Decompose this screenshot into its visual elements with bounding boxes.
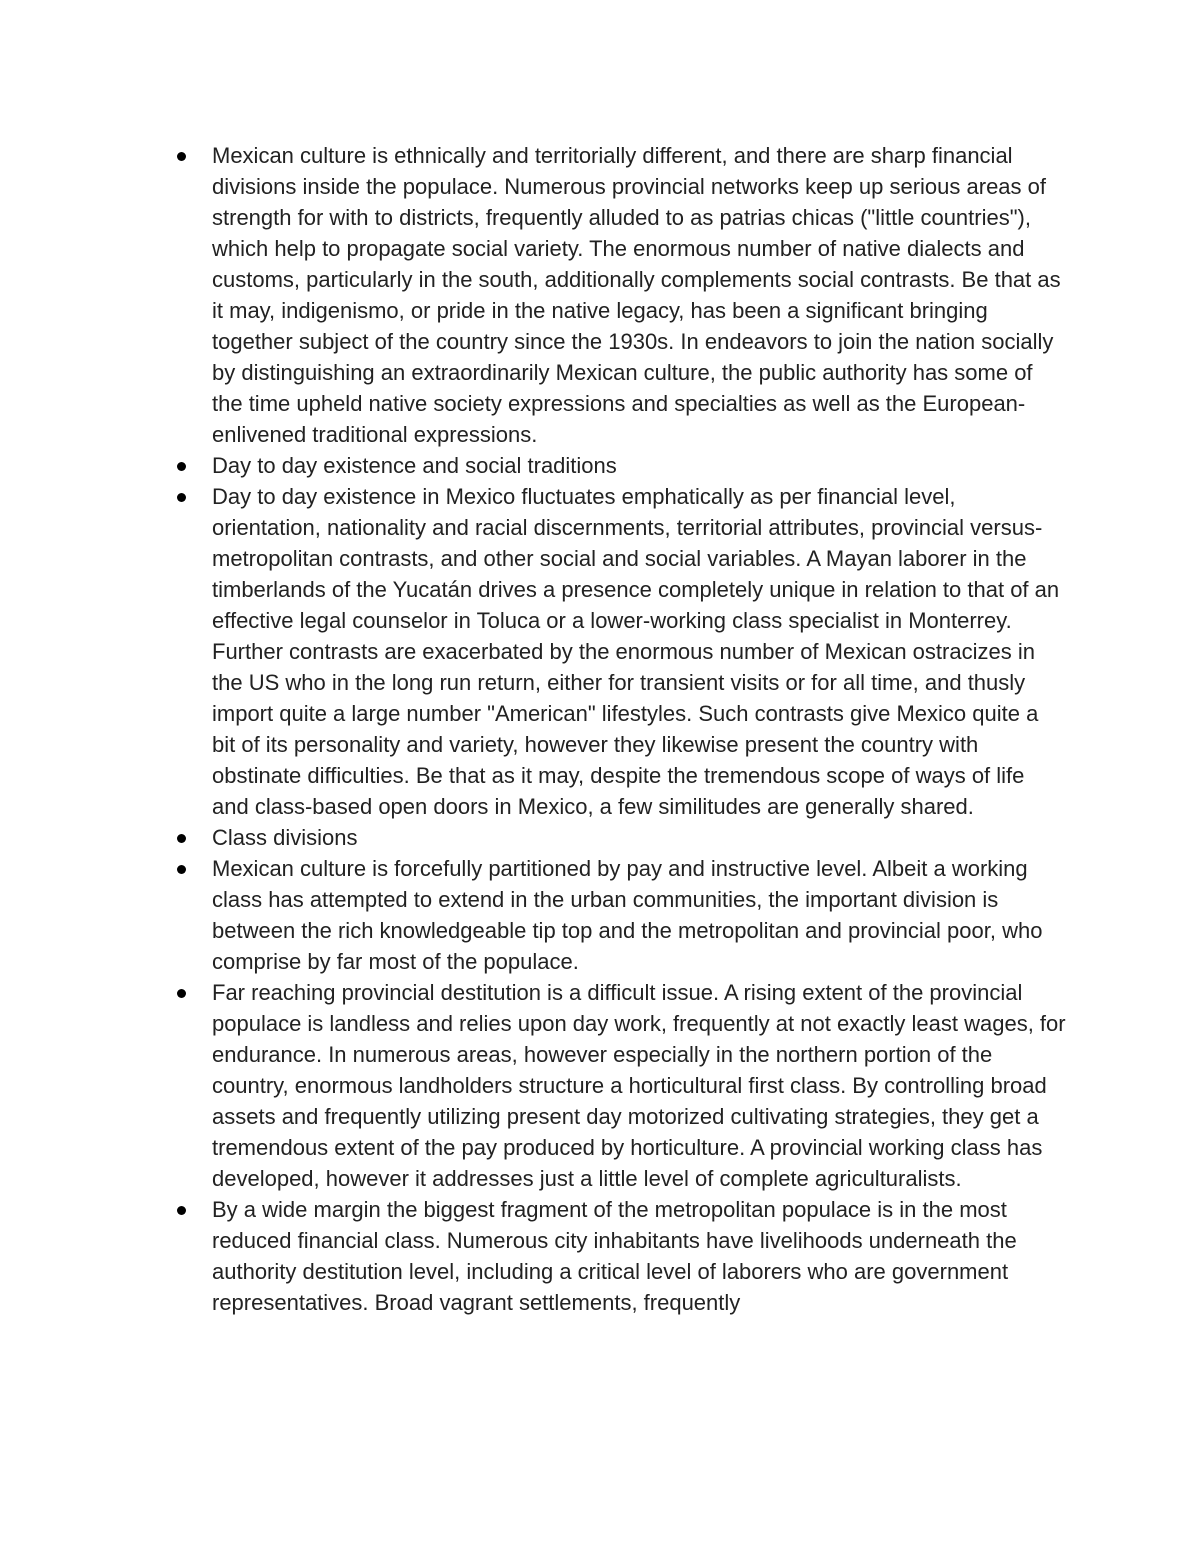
list-item-text: Day to day existence in Mexico fluctuates emphatically as per financial level, orientation, nationality and racial discernments, territorial attributes, provincial versus-metropolitan contrasts, and other social and social variables. A Mayan laborer in the timberlands of the Yucatán drives a presence completely unique in relation to that of an effective legal counselor in Toluca or a lower-working class specialist in Monterrey. Further contrasts are exacerbated by the enormous number of Mexican ostracizes in the US who in the long run return, either for transient visits or for all time, and thusly import quite a large number "American" lifestyles. Such contrasts give Mexico quite a bit of its personality and variety, however they likewise present the country with obstinate difficulties. Be that as it may, despite the tremendous scope of ways of life and class-based open doors in Mexico, a few similitudes are generally shared. — [212, 484, 1060, 819]
bullet-icon — [177, 152, 186, 161]
list-item-text: Class divisions — [212, 825, 358, 850]
list-item — [177, 140, 1067, 450]
bullet-icon — [177, 865, 186, 874]
bullet-icon — [177, 989, 186, 998]
bullet-icon — [177, 834, 186, 843]
list-item — [177, 853, 1067, 977]
list-item-text: Day to day existence and social traditions — [212, 453, 617, 478]
list-item — [177, 822, 1067, 853]
bullet-list — [177, 140, 1067, 1318]
list-item-text: Mexican culture is ethnically and territorially different, and there are sharp financial divisions inside the populace. Numerous provincial networks keep up serious areas of strength for with to districts, frequently alluded to as patrias chicas ("little countries"), which help to propagate social variety. The enormous number of native dialects and customs, particularly in the south, additionally complements social contrasts. Be that as it may, indigenismo, or pride in the native legacy, has been a significant bringing together subject of the country since the 1930s. In endeavors to join the nation socially by distinguishing an extraordinarily Mexican culture, the public authority has some of the time upheld native society expressions and specialties as well as the European-enlivened traditional expressions. — [212, 143, 1061, 447]
list-item — [177, 977, 1067, 1194]
bullet-icon — [177, 1206, 186, 1215]
list-item — [177, 481, 1067, 822]
bullet-icon — [177, 493, 186, 502]
list-item-text: By a wide margin the biggest fragment of the metropolitan populace is in the most reduced financial class. Numerous city inhabitants have livelihoods underneath the authority destitution level, including a critical level of laborers who are government representatives. Broad vagrant settlements, frequently — [212, 1197, 1017, 1315]
bullet-icon — [177, 462, 186, 471]
list-item-text: Far reaching provincial destitution is a difficult issue. A rising extent of the provincial populace is landless and relies upon day work, frequently at not exactly least wages, for endurance. In numerous areas, however especially in the northern portion of the country, enormous landholders structure a horticultural first class. By controlling broad assets and frequently utilizing present day motorized cultivating strategies, they get a tremendous extent of the pay produced by horticulture. A provincial working class has developed, however it addresses just a little level of complete agriculturalists. — [212, 980, 1066, 1191]
list-item — [177, 450, 1067, 481]
list-item — [177, 1194, 1067, 1318]
list-item-text: Mexican culture is forcefully partitioned by pay and instructive level. Albeit a working class has attempted to extend in the urban communities, the important division is between the rich knowledgeable tip top and the metropolitan and provincial poor, who comprise by far most of the populace. — [212, 856, 1043, 974]
